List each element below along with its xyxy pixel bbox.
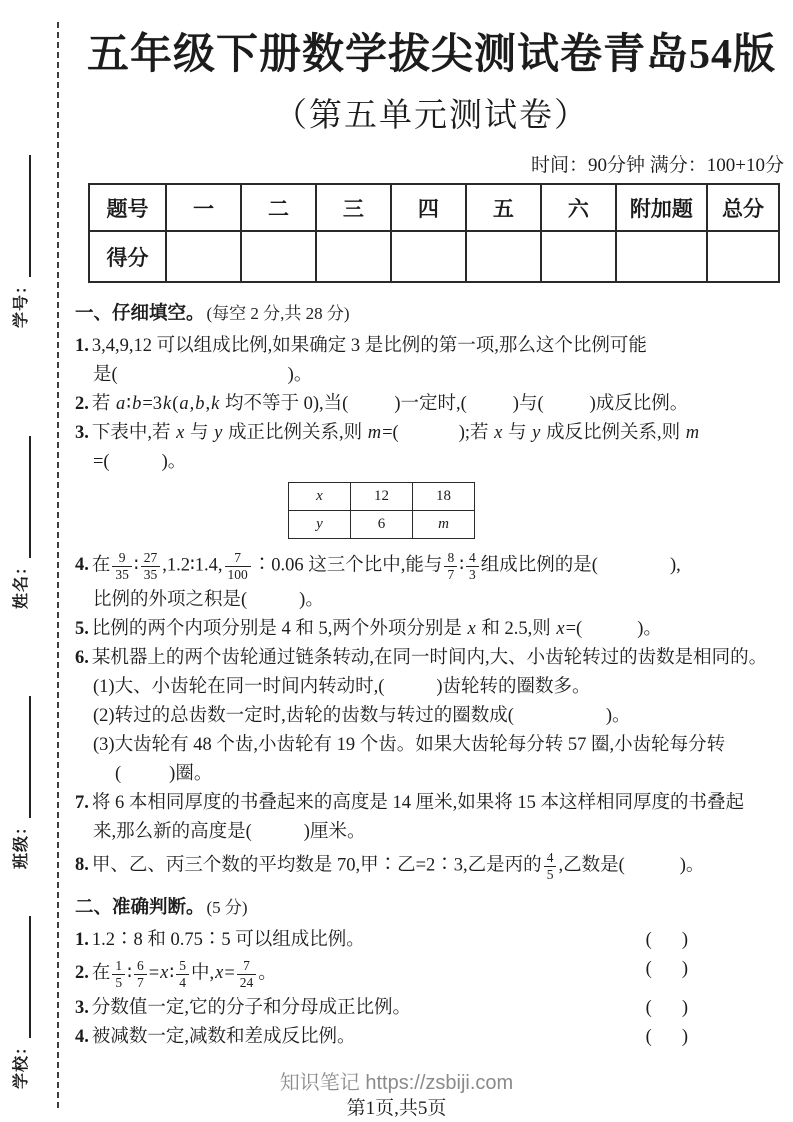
text-run: 18: [436, 488, 451, 504]
answer-blank: [247, 601, 299, 605]
answer-blank: [384, 688, 436, 692]
math-variable: b: [132, 394, 142, 414]
score-table-header-cell: 总分: [707, 184, 779, 231]
text-run: )圈。: [169, 764, 213, 785]
fraction-numerator: 7: [237, 958, 257, 975]
paren-open: (: [645, 959, 652, 980]
text-run: )与(: [512, 394, 544, 414]
paren-open: (: [645, 930, 652, 951]
text-run: 3,4,9,12 可以组成比例,如果确定 3 是比例的第一项,那么这个比例可能: [91, 336, 647, 356]
question-line: [75, 731, 788, 759]
answer-parens: [646, 994, 688, 1022]
section-heading-note: (每空 2 分,共 28 分): [206, 304, 350, 323]
question-line: [75, 847, 788, 885]
math-variable: x: [316, 488, 323, 504]
sidebar-field-blank-line: [13, 916, 31, 1038]
question-line: [75, 361, 788, 389]
fraction-denominator: 3: [469, 566, 476, 582]
text-run: 均不等于 0),当(: [220, 394, 349, 414]
section-heading-title: 一、仔细填空。: [75, 302, 205, 323]
xy-table-cell: [413, 483, 475, 511]
math-variable: x: [494, 423, 503, 443]
fraction: [466, 550, 479, 582]
answer-blank: [598, 566, 670, 570]
score-table-header-cell: 二: [241, 184, 316, 231]
sidebar-field-姓名: [9, 389, 31, 609]
score-table-score-cell: [241, 231, 316, 282]
answer-blank: [514, 717, 606, 721]
text-run: 某机器上的两个齿轮通过链条转动,在同一时间内,大、小齿轮转过的齿数是相同的。: [91, 648, 768, 669]
xy-table-cell: [351, 483, 413, 511]
fraction-numerator: 5: [176, 958, 189, 975]
math-variable: k: [211, 394, 220, 414]
xy-table-cell: [289, 511, 351, 539]
text-run: )厘米。: [303, 822, 366, 843]
paren-open: (: [645, 1027, 652, 1048]
fraction: [112, 958, 125, 990]
score-table-row: [89, 184, 779, 231]
question-line: [75, 702, 788, 730]
text-run: 与: [503, 423, 532, 443]
text-run: ∶: [133, 555, 139, 576]
text-run: =(: [382, 423, 399, 443]
text-run: 和 2.5,则: [476, 619, 556, 640]
score-table-score-cell: [166, 231, 241, 282]
question-line: [75, 390, 788, 418]
question-line: [75, 332, 788, 360]
judgment-line: [75, 926, 788, 954]
xy-table-cell: [351, 511, 413, 539]
sidebar-field-学校: [9, 869, 31, 1089]
xy-table-cell: [289, 483, 351, 511]
answer-parens: [646, 955, 688, 983]
footer-site-link: 知识笔记 https://zsbiji.com: [279, 1072, 514, 1094]
text-run: 与: [185, 423, 214, 443]
score-table-score-cell: [466, 231, 541, 282]
fraction-denominator: 7: [136, 974, 144, 990]
text-run: )。: [605, 706, 631, 727]
text-run: 成反比例关系,则: [541, 423, 685, 443]
math-variable: x: [176, 423, 185, 443]
text-run: )。: [679, 855, 705, 876]
text-run: (3)大齿轮有 48 个齿,小齿轮有 19 个齿。如果大齿轮每分转 57 圈,小齿轮每分转: [93, 735, 726, 756]
answer-blank: [652, 1038, 682, 1042]
sidebar-field-学号: [9, 108, 31, 328]
text-run: =: [224, 963, 235, 984]
score-table-row: [89, 231, 779, 282]
sidebar-field-blank-line: [13, 155, 31, 277]
fraction: [112, 550, 132, 582]
text-run: 来,那么新的高度是(: [93, 822, 252, 843]
question-number: 5.: [75, 619, 89, 640]
question-number: 3.: [75, 998, 89, 1019]
question-line: [75, 419, 788, 447]
text-run: 甲、乙、丙三个数的平均数是 70,甲∶乙=2∶3,乙是丙的: [91, 855, 542, 876]
paren-close: ): [681, 998, 688, 1019]
math-variable: y: [532, 423, 541, 443]
text-run: )成反比例。: [589, 394, 689, 414]
question-line: [75, 818, 788, 846]
text-run: );若: [458, 423, 494, 443]
text-run: 成正比例关系,则: [223, 423, 367, 443]
text-run: 6: [377, 516, 386, 532]
sidebar-field-label: 班级：: [13, 817, 30, 869]
paper-subtitle: （第五单元测试卷）: [274, 98, 589, 134]
fraction-numerator: 4: [466, 550, 479, 567]
footer-page-number: 第1页,共5页: [346, 1098, 447, 1119]
text-run: ,: [189, 394, 195, 414]
paren-open: (: [645, 998, 652, 1019]
section-heading-note: (5 分): [206, 898, 248, 918]
question-number: 6.: [75, 648, 89, 669]
math-variable: x: [556, 619, 565, 640]
score-table-header-cell: 六: [541, 184, 616, 231]
math-variable: k: [163, 394, 172, 414]
fraction-denominator: 5: [546, 866, 554, 882]
text-run: =: [148, 963, 160, 984]
fraction: [176, 958, 189, 990]
score-table-score-cell: [316, 231, 391, 282]
fraction-numerator: 9: [112, 550, 132, 567]
text-run: ,1.2∶1.4,: [162, 555, 223, 576]
fraction: [237, 958, 257, 990]
xy-table-row: [289, 483, 475, 511]
score-table-score-cell: [707, 231, 779, 282]
fraction: [141, 550, 161, 582]
text-run: 在: [91, 555, 111, 576]
text-run: (1)大、小齿轮在同一时间内转动时,(: [93, 677, 385, 698]
sidebar-field-label: 学校：: [13, 1037, 30, 1089]
text-run: ,: [205, 394, 211, 414]
math-variable: y: [214, 423, 223, 443]
question-number: 4.: [75, 555, 89, 576]
text-run: 若: [91, 394, 116, 414]
text-run: (: [115, 764, 122, 785]
text-run: (2)转过的总齿数一定时,齿轮的齿数与转过的圈数成(: [93, 706, 514, 727]
math-variable: m: [685, 423, 700, 443]
section-heading-title: 二、准确判断。: [75, 896, 205, 918]
text-run: 12: [374, 488, 389, 504]
answer-blank: [399, 434, 459, 438]
text-run: ,乙数是(: [558, 855, 625, 876]
text-run: 比例的外项之积是(: [93, 590, 248, 611]
math-variable: m: [438, 516, 449, 532]
fraction-numerator: 4: [544, 850, 557, 867]
score-table-header-cell: 一: [166, 184, 241, 231]
question-number: 3.: [75, 423, 89, 443]
text-run: =3: [142, 394, 163, 414]
text-run: =(: [93, 452, 110, 472]
text-run: =(: [565, 619, 583, 640]
question-number: 8.: [75, 855, 89, 876]
paren-close: ): [681, 930, 688, 951]
answer-parens: [646, 1023, 688, 1051]
text-run: 分数值一定,它的分子和分母成正比例。: [91, 998, 412, 1019]
question-number: 1.: [75, 930, 89, 951]
answer-blank: [544, 405, 590, 409]
math-variable: a: [179, 394, 189, 414]
sidebar-field-班级: [9, 649, 31, 869]
text-run: ),: [669, 555, 681, 576]
text-run: )一定时,(: [394, 394, 467, 414]
math-variable: x: [467, 619, 476, 640]
math-variable: x: [160, 963, 169, 984]
paper-title: 五年级下册数学拔尖测试卷青岛54版: [86, 32, 776, 78]
fraction-numerator: 27: [141, 550, 161, 567]
answer-blank: [652, 970, 682, 974]
paren-close: ): [681, 959, 688, 980]
fraction: [134, 958, 147, 990]
text-run: 组成比例的是(: [480, 555, 598, 576]
section-heading: [75, 299, 788, 328]
text-run: ∶: [169, 963, 175, 984]
answer-blank: [652, 1009, 682, 1013]
score-table: [88, 183, 780, 283]
answer-blank: [652, 941, 682, 945]
question-line: [75, 673, 788, 701]
question-line: [75, 615, 788, 643]
text-run: 比例的两个内项分别是 4 和 5,两个外项分别是: [91, 619, 467, 640]
text-run: (: [172, 394, 179, 414]
text-run: ∶0.06 这三个比中,能与: [252, 555, 443, 576]
paren-close: ): [681, 1027, 688, 1048]
fraction-denominator: 100: [227, 566, 248, 582]
math-variable: x: [215, 963, 224, 984]
fraction-denominator: 35: [143, 566, 158, 582]
question-line: [75, 644, 788, 672]
sidebar-field-blank-line: [13, 436, 31, 558]
time-and-score-info: 时间：90分钟 满分：100+10分: [531, 155, 784, 176]
xy-data-table: [288, 482, 475, 539]
score-table-score-cell: 得分: [89, 231, 166, 282]
xy-table-cell: [413, 511, 475, 539]
fraction-numerator: 7: [225, 550, 251, 567]
score-table-header-cell: 附加题: [616, 184, 707, 231]
math-variable: m: [367, 423, 382, 443]
question-line: [75, 547, 788, 585]
question-line: [75, 789, 788, 817]
fraction-denominator: 4: [179, 974, 186, 990]
fraction: [444, 550, 457, 582]
question-number: 4.: [75, 1027, 89, 1048]
text-run: 在: [91, 963, 111, 984]
answer-parens: [646, 926, 688, 954]
question-line: [75, 586, 788, 614]
math-variable: y: [316, 516, 323, 532]
question-number: 2.: [75, 394, 89, 414]
fraction: [544, 850, 557, 882]
text-run: 被减数一定,减数和差成反比例。: [91, 1027, 356, 1048]
math-variable: b: [195, 394, 205, 414]
question-number: 7.: [75, 793, 89, 814]
text-run: )。: [161, 452, 187, 472]
fraction-numerator: 8: [444, 550, 457, 567]
answer-blank: [252, 833, 304, 837]
fraction-denominator: 7: [447, 566, 455, 582]
text-run: )齿轮转的圈数多。: [436, 677, 591, 698]
text-run: 中,: [190, 963, 215, 984]
answer-blank: [118, 376, 288, 380]
text-run: 是(: [93, 365, 118, 385]
text-run: ∶: [459, 555, 465, 576]
answer-blank: [110, 463, 162, 467]
score-table-score-cell: [391, 231, 466, 282]
fraction-numerator: 6: [134, 958, 147, 975]
score-table-header-cell: 题号: [89, 184, 166, 231]
main-column: [75, 0, 788, 1052]
xy-table-row: [289, 511, 475, 539]
text-run: ∶: [126, 394, 132, 414]
question-number: 1.: [75, 336, 89, 356]
score-table-score-cell: [616, 231, 707, 282]
judgment-line: [75, 955, 788, 993]
question-line: [75, 760, 788, 788]
dashed-cut-line: [57, 22, 59, 1108]
score-table-header-cell: 五: [466, 184, 541, 231]
sidebar-field-blank-line: [13, 696, 31, 818]
fraction: [225, 550, 251, 582]
question-number: 2.: [75, 963, 89, 984]
fraction-numerator: 1: [112, 958, 125, 975]
fraction-denominator: 5: [115, 974, 123, 990]
answer-blank: [582, 630, 637, 634]
text-run: )。: [637, 619, 662, 640]
fraction-denominator: 35: [115, 566, 129, 582]
text-run: 下表中,若: [91, 423, 176, 443]
text-run: 。: [258, 963, 277, 984]
fraction-denominator: 24: [239, 974, 254, 990]
math-variable: a: [116, 394, 126, 414]
answer-blank: [348, 405, 394, 409]
question-line: [75, 448, 788, 476]
answer-blank: [467, 405, 513, 409]
text-run: 1.2∶8 和 0.75∶5 可以组成比例。: [91, 930, 365, 951]
judgment-line: [75, 1023, 788, 1051]
sidebar-field-label: 学号：: [13, 276, 30, 328]
section-heading: [75, 893, 788, 922]
score-table-header-cell: 四: [391, 184, 466, 231]
text-run: )。: [299, 590, 324, 611]
questions-area: [75, 299, 788, 1051]
xy-table-wrapper: [288, 482, 788, 539]
answer-blank: [625, 866, 680, 870]
sidebar-field-label: 姓名：: [13, 557, 30, 609]
judgment-line: [75, 994, 788, 1022]
text-run: )。: [287, 365, 313, 385]
score-table-score-cell: [541, 231, 616, 282]
answer-blank: [121, 775, 169, 779]
text-run: 将 6 本相同厚度的书叠起来的高度是 14 厘米,如果将 15 本这样相同厚度的书叠起: [91, 793, 745, 814]
score-table-header-cell: 三: [316, 184, 391, 231]
text-run: ∶: [127, 963, 132, 984]
